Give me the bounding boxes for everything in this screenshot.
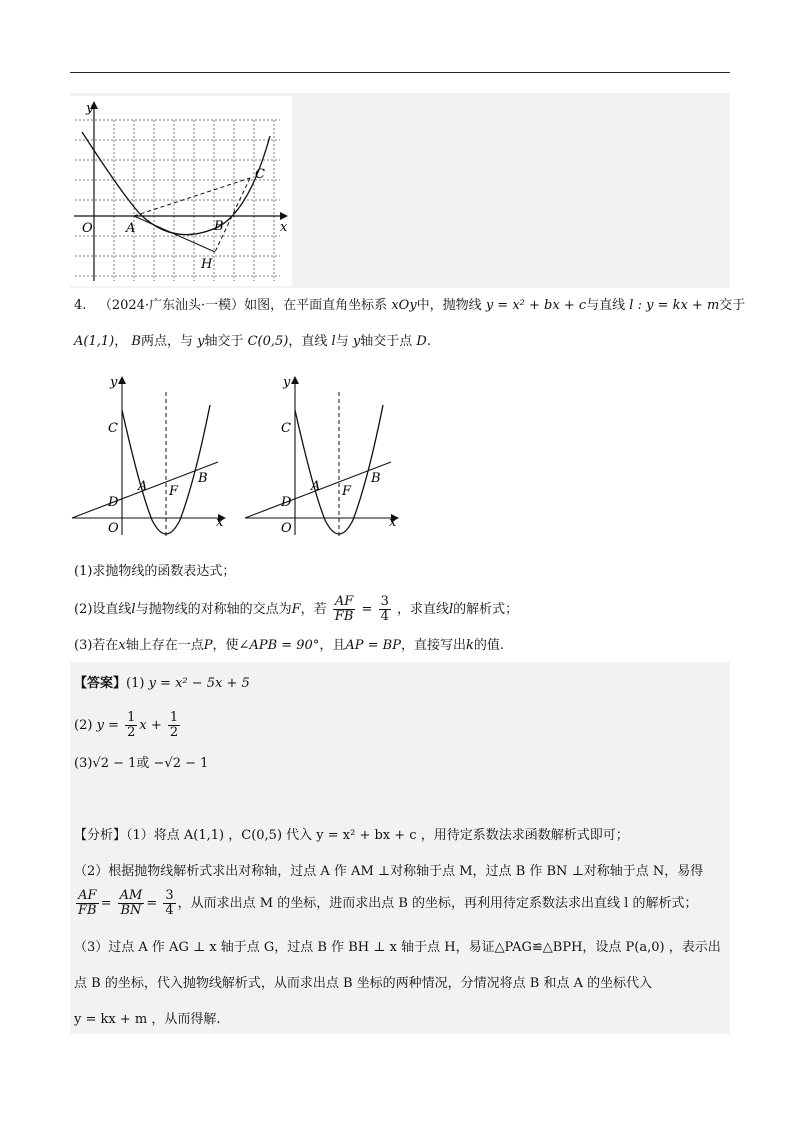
sub-question-1: (1)求抛物线的函数表达式； <box>74 564 236 579</box>
analysis-line-5: 点 B 的坐标，代入抛物线解析式，从而求出点 B 坐标的两种情况，分情况将点 B 和点 A 的坐标代入 <box>74 976 653 991</box>
sub-question-2: (2)设直线l与抛物线的对称轴的交点为F，若 $\frac{AF}{FB}$ = $\frac{3}{4}$ ，求直线l的解析式； <box>74 594 519 624</box>
question-stem-line2: A(1,1)， B两点，与 y轴交于 C(0,5)，直线 l与 y轴交于点 D. <box>74 334 431 349</box>
left-point-C: C <box>108 421 118 436</box>
grid-point-H: H <box>201 257 213 272</box>
right-origin-label: O <box>281 521 292 536</box>
answer-line-1: 【答案】(1) y = x² − 5x + 5 <box>74 676 250 691</box>
left-point-F: F <box>169 484 179 499</box>
analysis-line-6: y = kx + m ，从而得解. <box>74 1012 221 1027</box>
grid-origin-label: O <box>82 221 93 236</box>
header-rule <box>70 72 730 73</box>
analysis-line-2: （2）根据抛物线解析式求出对称轴，过点 A 作 AM ⊥对称轴于点 M，过点 B 作 BN ⊥对称轴于点 N，易得 <box>74 864 704 879</box>
parabola-figure-right <box>243 370 413 540</box>
grid-figure <box>70 96 292 286</box>
question-number: 4. <box>74 298 87 313</box>
sub-question-3: (3)若在x轴上存在一点P，使∠APB = 90°，且AP = BP，直接写出k的值. <box>74 638 504 653</box>
answer-label: 【答案】 <box>74 676 127 691</box>
left-origin-label: O <box>108 521 119 536</box>
right-point-C: C <box>281 421 291 436</box>
left-point-D: D <box>108 495 119 510</box>
analysis-line-4: （3）过点 A 作 AG ⊥ x 轴于点 G，过点 B 作 BH ⊥ x 轴于点 H，易证△PAG≌△BPH，设点 P(a,0) ，表示出 <box>74 940 721 955</box>
right-point-A: A <box>311 479 321 494</box>
grid-point-B: B <box>214 219 224 234</box>
analysis-label: 【分析】 <box>74 828 127 843</box>
left-y-label: y <box>110 375 118 390</box>
right-x-label: x <box>389 515 397 530</box>
grid-point-C: C <box>255 167 265 182</box>
question-stem-line1: 4. （2024·广东汕头·一模）如图，在平面直角坐标系 xOy中，抛物线 y = x² + bx + c与直线 l : y = kx + m交于 <box>74 298 746 313</box>
answer-line-2: (2) y = $\frac{1}{2}$ x + $\frac{1}{2}$ <box>74 710 179 740</box>
left-point-B: B <box>198 471 208 486</box>
question-source: （2024·广东汕头·一模） <box>98 298 245 313</box>
parabola-figure-left <box>70 370 240 540</box>
right-y-label: y <box>283 375 291 390</box>
right-point-F: F <box>342 484 352 499</box>
left-x-label: x <box>216 515 224 530</box>
analysis-line-3: $\frac{AF}{FB}$ = $\frac{AM}{BN}$ = $\frac{3}{4}$ ，从而求出点 M 的坐标，进而求出点 B 的坐标，再利用待定系数法求出直线 l 的解析式； <box>78 888 698 918</box>
left-point-A: A <box>138 479 148 494</box>
right-point-D: D <box>281 495 292 510</box>
grid-x-label: x <box>280 220 288 235</box>
grid-y-label: y <box>86 101 94 116</box>
grid-point-A: A <box>126 221 136 236</box>
analysis-line-1: 【分析】（1）将点 A(1,1) ，C(0,5) 代入 y = x² + bx + c ，用待定系数法求函数解析式即可； <box>74 828 629 843</box>
right-point-B: B <box>371 471 381 486</box>
answer-line-3: (3)√2 − 1或 −√2 − 1 <box>74 756 209 771</box>
